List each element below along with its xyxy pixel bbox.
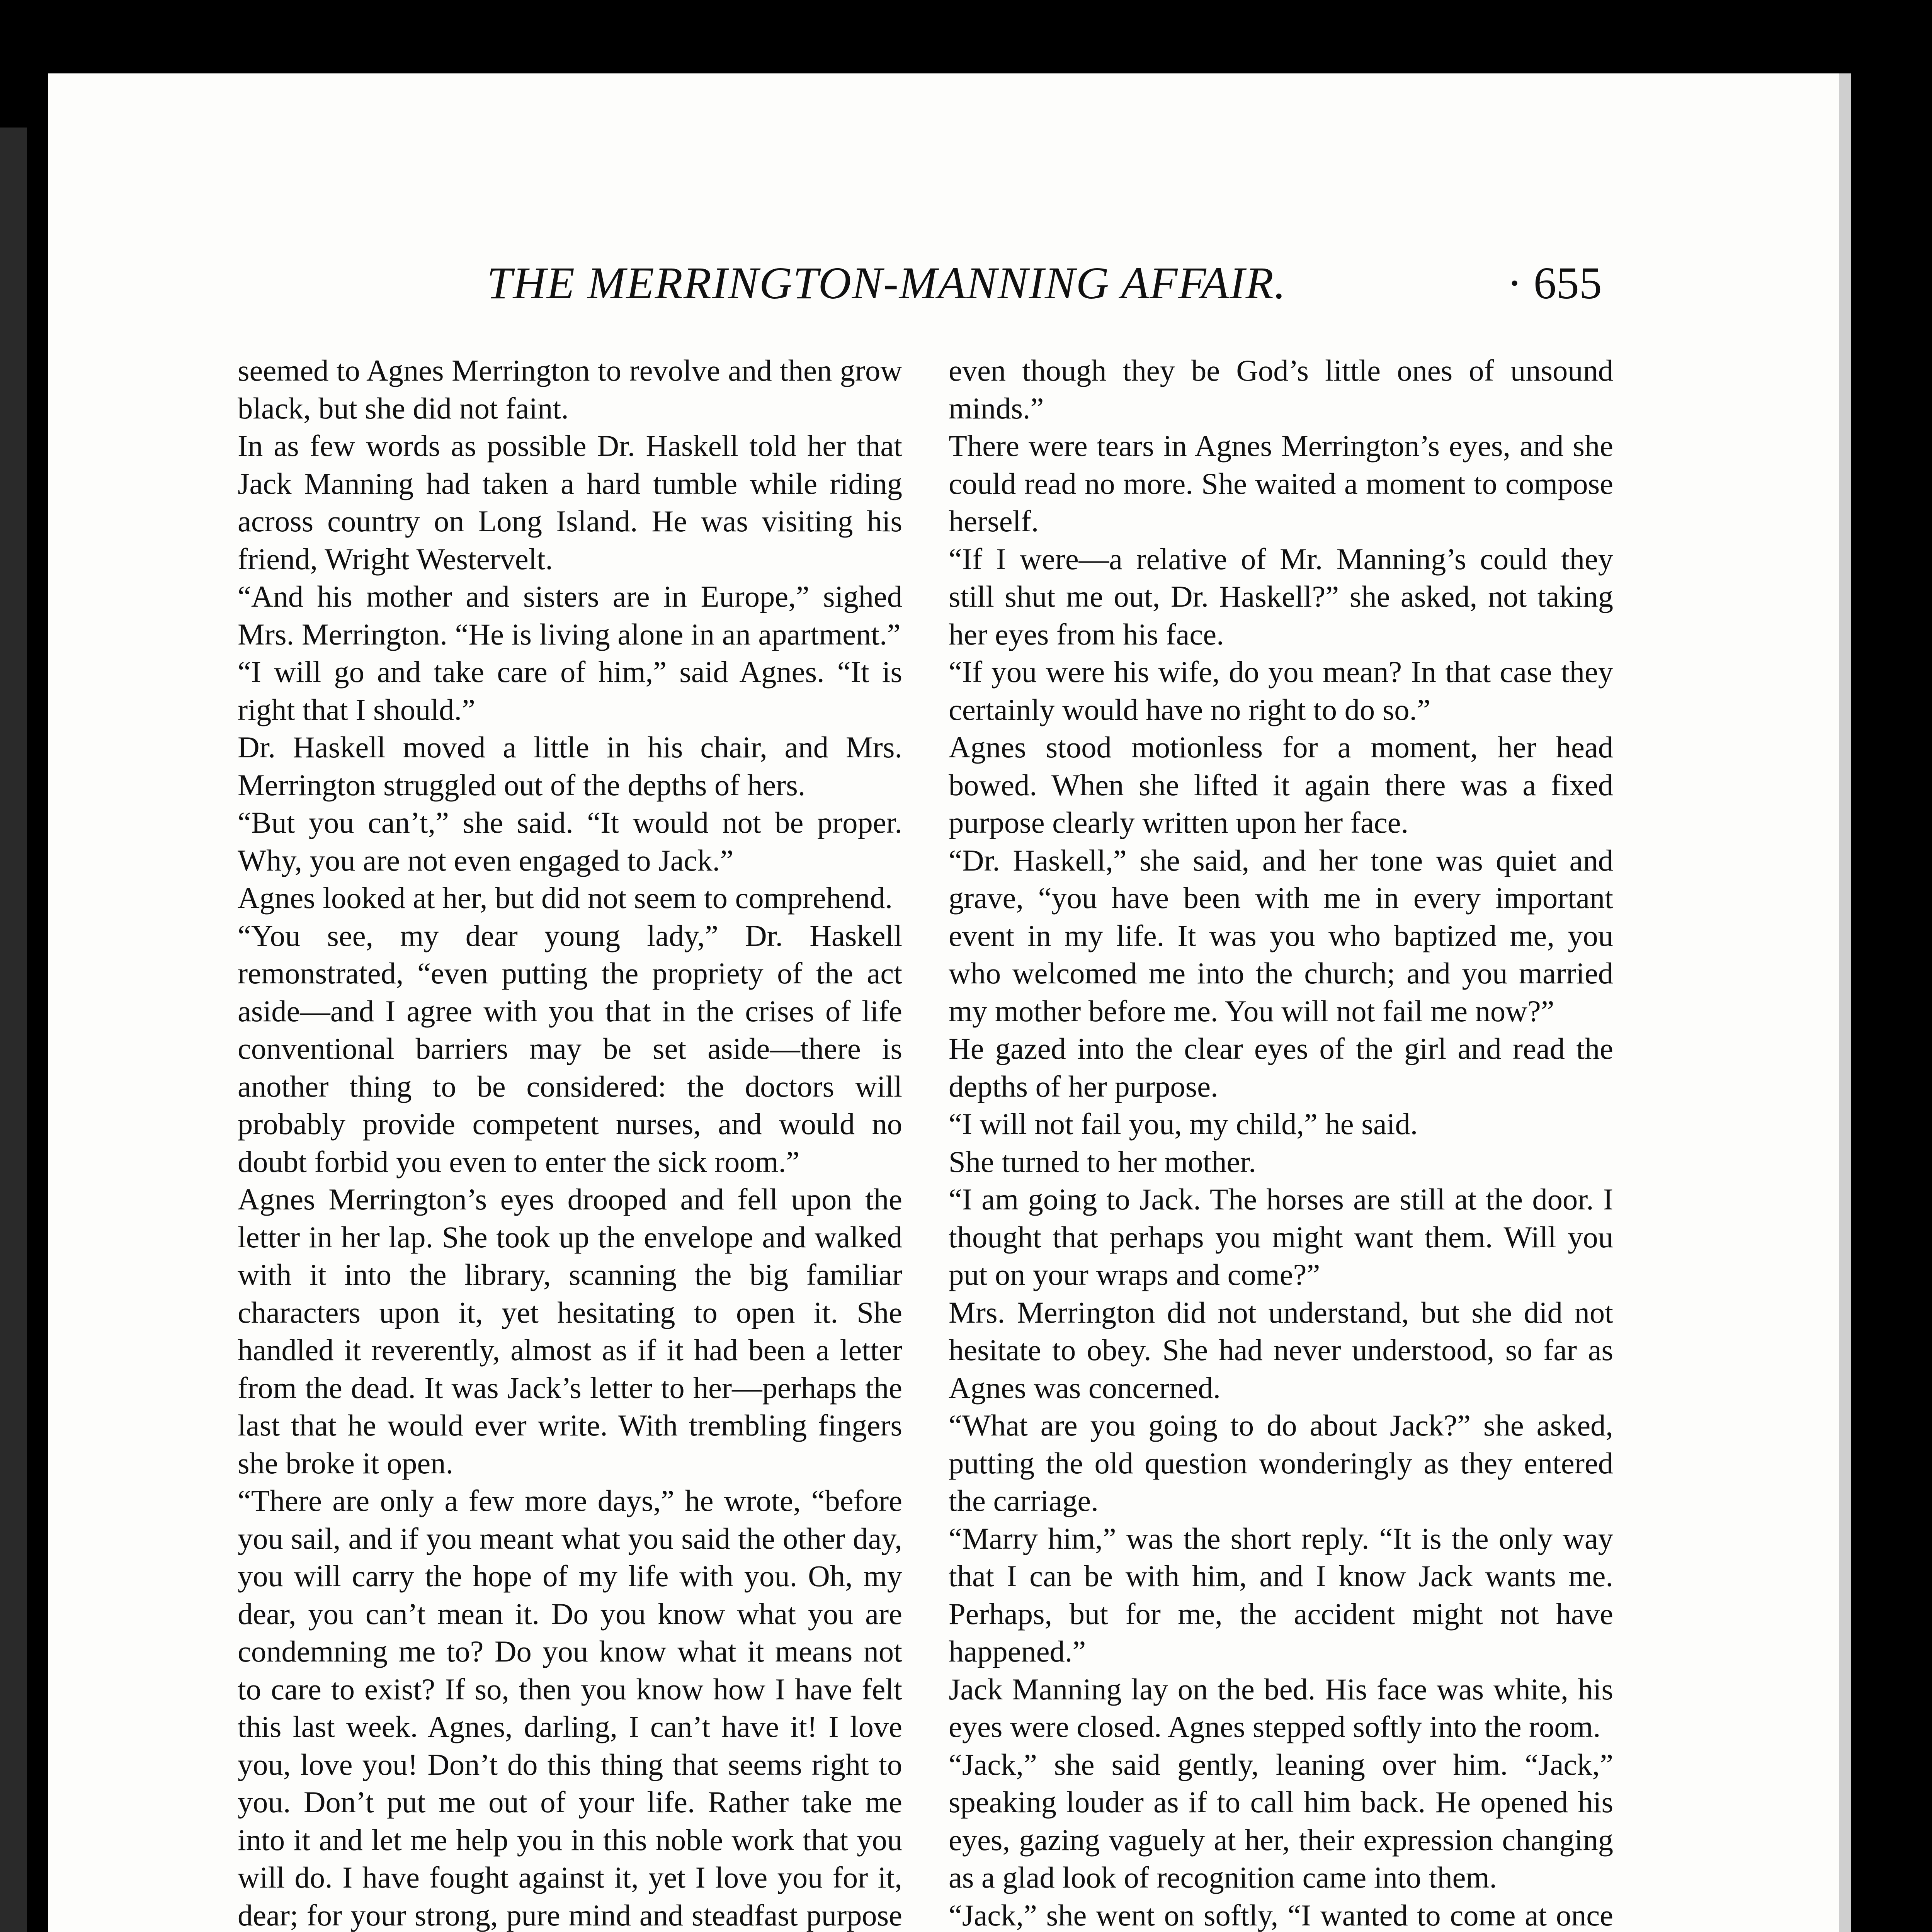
page-edge-shadow (1839, 73, 1851, 1932)
paragraph: There were tears in Agnes Merrington’s eyes, and she could read no more. She waited a moment to compose herself. (949, 429, 1613, 538)
paragraph: She turned to her mother. (949, 1145, 1256, 1179)
left-column (238, 352, 902, 1932)
paragraph: “Jack,” she said gently, leaning over him. “Jack,” speaking louder as if to call him back. He opened his eyes, gazing vaguely at her, their expression changing as a glad look of recognition came into them. (949, 1747, 1613, 1894)
paragraph: Agnes looked at her, but did not seem to comprehend. (238, 881, 893, 915)
paragraph: “I will not fail you, my child,” he said. (949, 1107, 1418, 1141)
paragraph: Dr. Haskell moved a little in his chair, and Mrs. Merrington struggled out of the depths of hers. (238, 730, 902, 802)
paragraph: “There are only a few more days,” he wrote, “before you sail, and if you meant what you said the other day, you will carry the hope of my life with you. Oh, my dear, you can’t mean it. Do you know what you are condemning me to? Do you know what it means not to care to exist? If so, then you know how I have felt this last week. Agnes, darling, I can’t have it! I love you, love you! Don’t do this thing that seems right to you. Don’t put me out of your life. Rather take me into it and let me help you in this noble work that you will do. I have fought against it, yet I love you for it, dear; for your strong, pure mind and steadfast purpose (238, 1484, 902, 1932)
running-title: THE MERRINGTON-MANNING AFFAIR. (487, 258, 1287, 308)
previous-page-edge (0, 128, 27, 1932)
paragraph: “Jack,” she went on softly, “I wanted to come at once (949, 1898, 1613, 1932)
paragraph: Mrs. Merrington did not understand, but she did not hesitate to obey. She had never understood, so far as Agnes was concerned. (949, 1295, 1613, 1405)
paragraph: He gazed into the clear eyes of the girl and read the depths of her purpose. (949, 1032, 1613, 1103)
paragraph: “I will go and take care of him,” said Agnes. “It is right that I should.” (238, 655, 902, 726)
paragraph: even though they be God’s little ones of unsound minds.” (949, 354, 1613, 425)
paragraph: Jack Manning lay on the bed. His face was white, his eyes were closed. Agnes stepped softly into the room. (949, 1672, 1613, 1743)
paragraph: “I am going to Jack. The horses are still at the door. I thought that perhaps you might want them. Will you put on your wraps and come?” (949, 1182, 1613, 1291)
paragraph: “If I were—a relative of Mr. Manning’s could they still shut me out, Dr. Haskell?” she asked, not taking her eyes from his face. (949, 542, 1613, 651)
paragraph: seemed to Agnes Merrington to revolve and then grow black, but she did not faint. (238, 354, 902, 425)
paragraph: Agnes Merrington’s eyes drooped and fell upon the letter in her lap. She took up the envelope and walked with it into the library, scanning the big familiar characters upon it, yet hesitating to open it. She handled it reverently, almost as if it had been a letter from the dead. It was Jack’s letter to her—perhaps the last that he would ever write. With trembling fingers she broke it open. (238, 1182, 902, 1480)
paragraph: “Dr. Haskell,” she said, and her tone was quiet and grave, “you have been with me in every important event in my life. It was you who baptized me, you who welcomed me into the church; and you married my mother before me. You will not fail me now?” (949, 843, 1613, 1028)
paragraph: “Marry him,” was the short reply. “It is the only way that I can be with him, and I know Jack wants me. Perhaps, but for me, the accident might not have happened.” (949, 1521, 1613, 1668)
paragraph: Agnes stood motionless for a moment, her head bowed. When she lifted it again there was a fixed purpose clearly written upon her face. (949, 730, 1613, 839)
page-number: · 655 (1507, 258, 1602, 308)
paragraph: “What are you going to do about Jack?” she asked, putting the old question wonderingly as they entered the carriage. (949, 1408, 1613, 1517)
paragraph: “You see, my dear young lady,” Dr. Haskell remonstrated, “even putting the propriety of the act aside—and I agree with you that in the crises of life conventional barriers may be set aside—there is another thing to be considered: the doctors will probably provide competent nurses, and would no doubt forbid you even to enter the sick room.” (238, 918, 902, 1179)
right-column (949, 352, 1613, 1932)
paragraph: “And his mother and sisters are in Europe,” sighed Mrs. Merrington. “He is living alone in an apartment.” (238, 580, 902, 651)
paragraph: In as few words as possible Dr. Haskell told her that Jack Manning had taken a hard tumble while riding across country on Long Island. He was visiting his friend, Wright Westervelt. (238, 429, 902, 576)
paragraph: “If you were his wife, do you mean? In that case they certainly would have no right to do so.” (949, 655, 1613, 726)
paragraph: “But you can’t,” she said. “It would not be proper. Why, you are not even engaged to Jack.” (238, 806, 902, 877)
